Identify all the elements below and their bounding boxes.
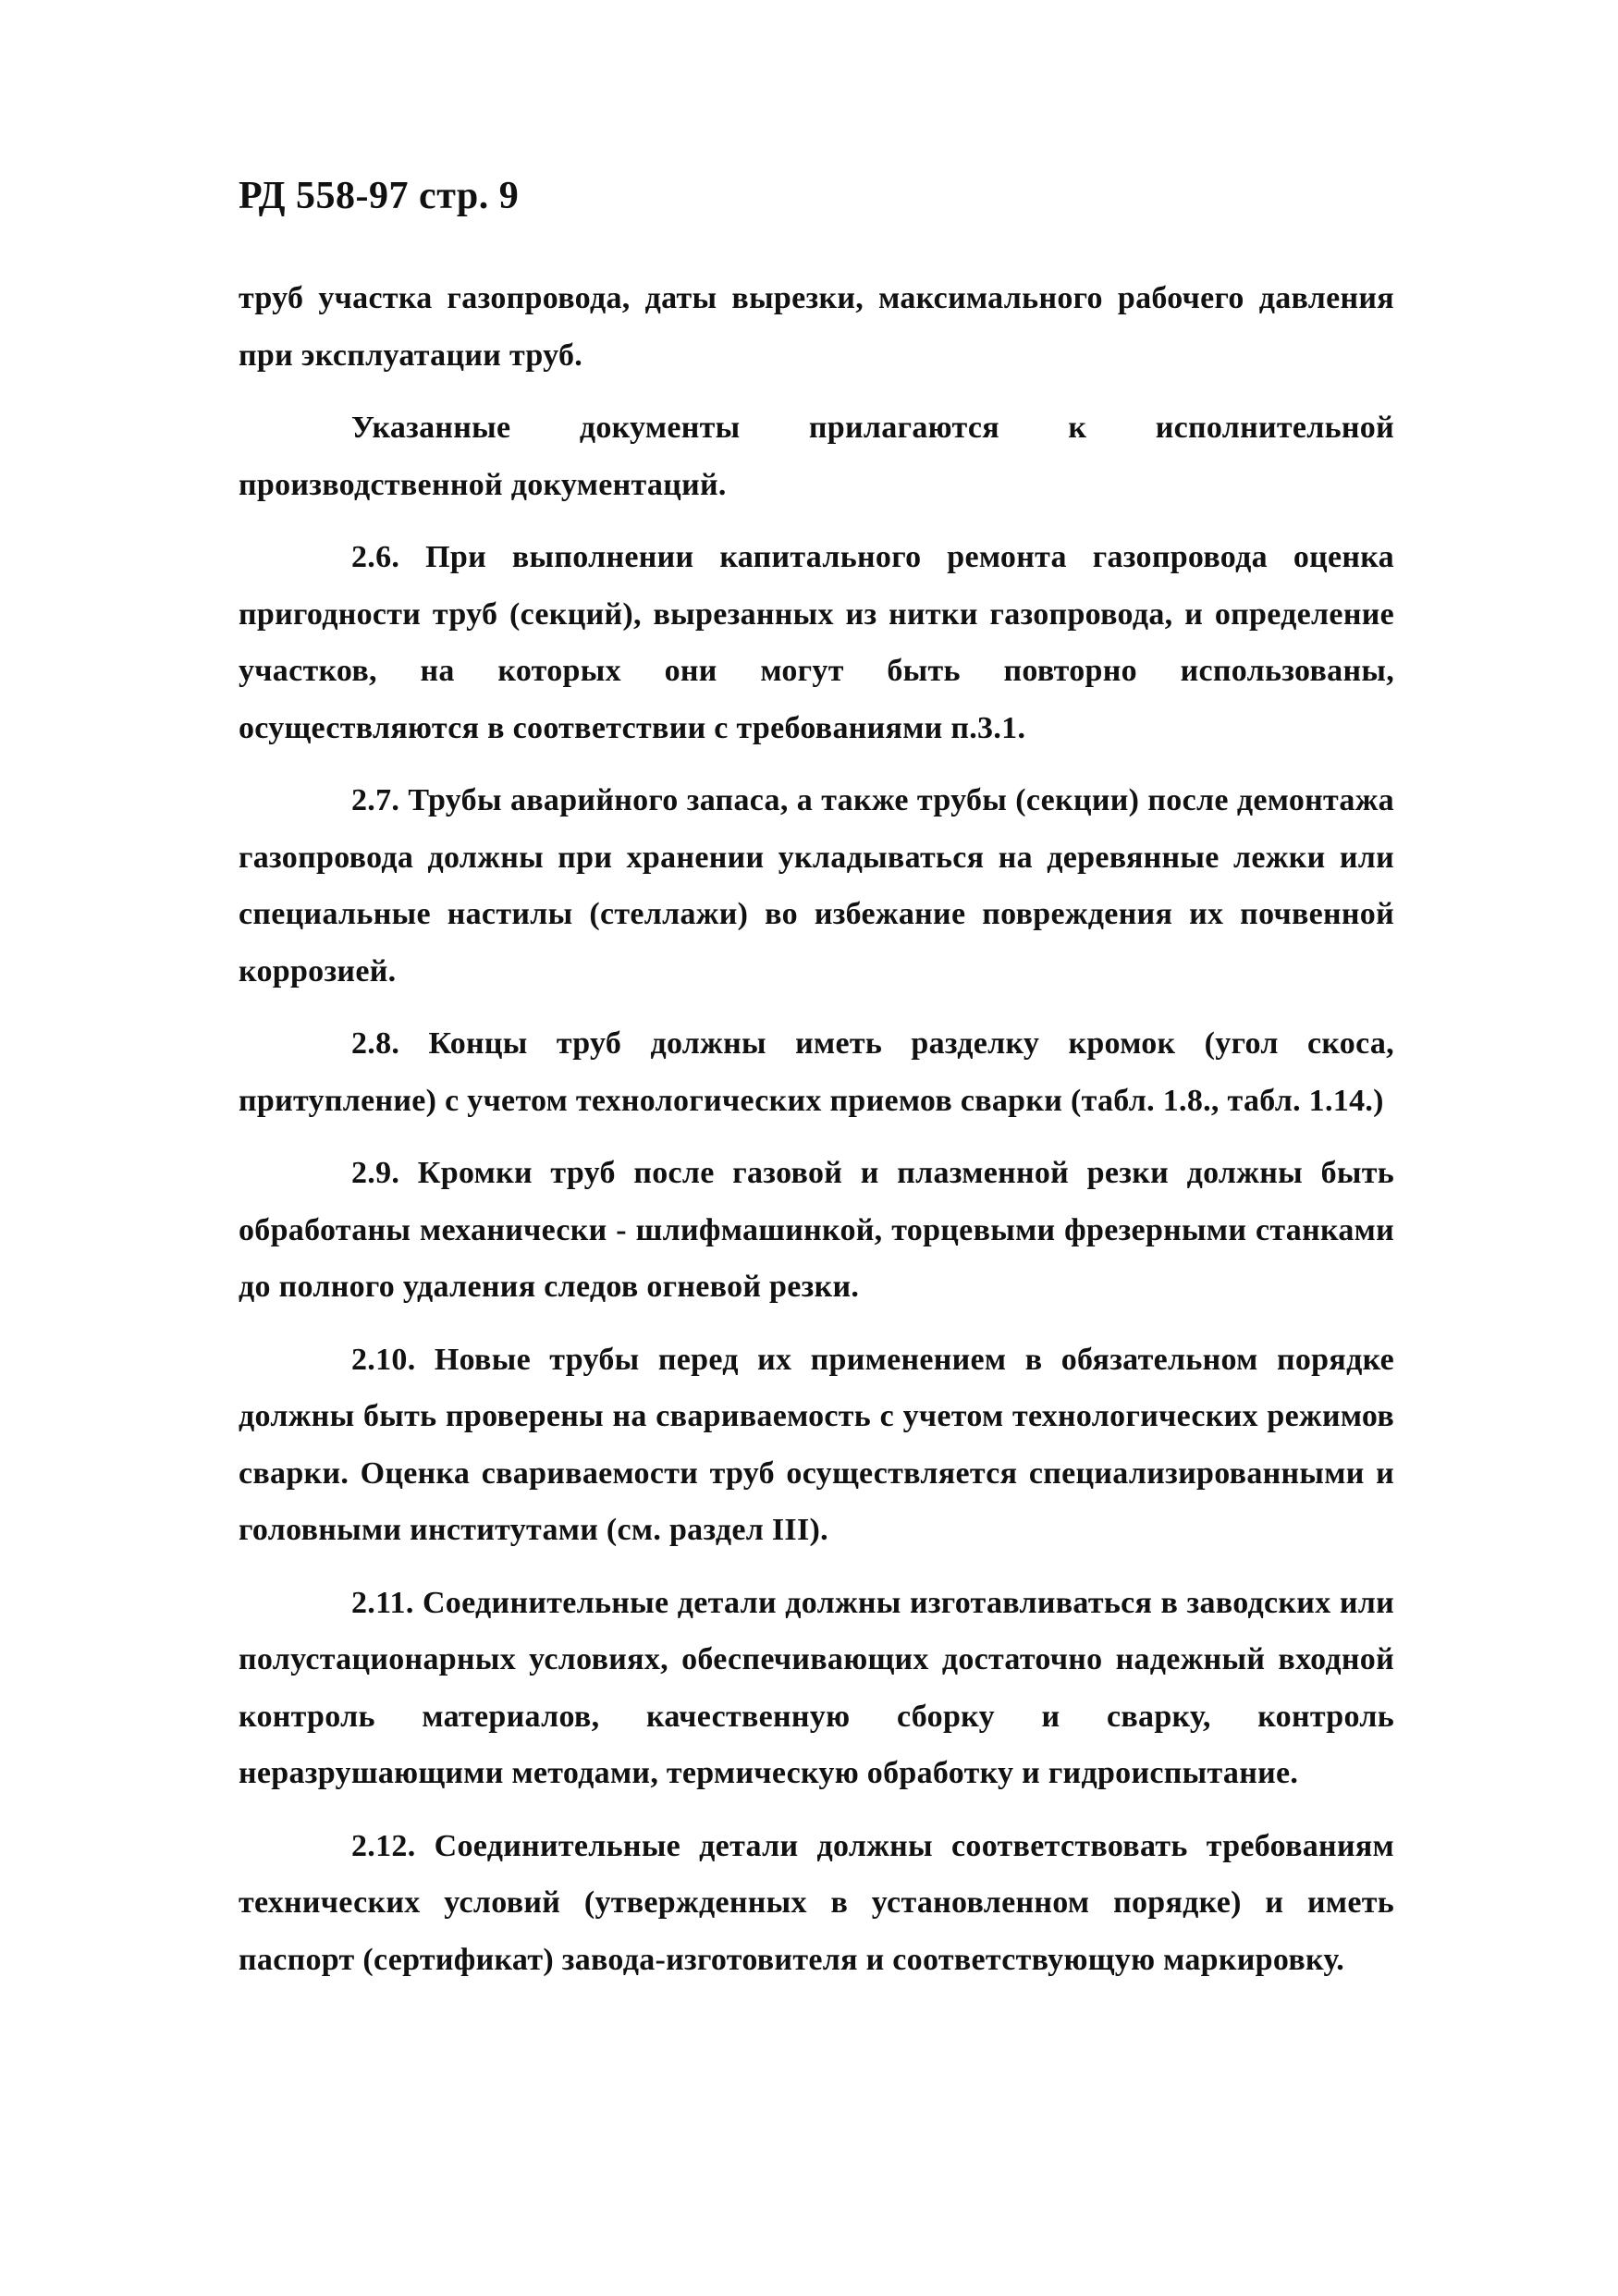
paragraph-number: 2.7. <box>351 783 400 817</box>
paragraph-2-9 <box>239 1145 1394 1316</box>
paragraph-number: 2.12. <box>351 1828 416 1863</box>
paragraph-text: Указанные документы прилагаются к исполнительной производственной документаций. <box>239 411 1394 502</box>
paragraph-number: 2.9. <box>351 1156 400 1190</box>
paragraph-2-10 <box>239 1332 1394 1559</box>
paragraph-continuation <box>239 270 1394 384</box>
paragraph-2-11 <box>239 1575 1394 1802</box>
paragraph-documents-note <box>239 399 1394 513</box>
paragraph-text: Соединительные детали должны изготавливаться в заводских или полустационарных условиях, обеспечивающих достаточно надежный входной контроль материалов, качественную сборку и сварку, контроль неразрушающими методами, термическую обработку и гидроиспытание. <box>239 1585 1394 1790</box>
paragraph-2-12 <box>239 1818 1394 1989</box>
paragraph-text: Новые трубы перед их применением в обязательном порядке должны быть проверены на свариваемость с учетом технологических режимов сварки. Оценка свариваемости труб осуществляется специализированными и головными институтами (см. раздел III). <box>239 1342 1394 1547</box>
paragraph-text: При выполнении капитального ремонта газопровода оценка пригодности труб (секций), вырезанных из нитки газопровода, и определение участков, на которых они могут быть повторно использованы, осуществляются в соответствии с требованиями п.3.1. <box>239 540 1394 745</box>
paragraph-number: 2.8. <box>351 1026 400 1061</box>
document-body <box>239 270 1394 2004</box>
paragraph-2-7 <box>239 772 1394 1000</box>
paragraph-2-8 <box>239 1015 1394 1129</box>
paragraph-number: 2.11. <box>351 1585 414 1620</box>
paragraph-number: 2.10. <box>351 1342 416 1377</box>
paragraph-text: Кромки труб после газовой и плазменной резки должны быть обработаны механически - шлифмашинкой, торцевыми фрезерными станками до полного удаления следов огневой резки. <box>239 1156 1394 1304</box>
paragraph-text: труб участка газопровода, даты вырезки, максимального рабочего давления при эксплуатации труб. <box>239 281 1394 373</box>
paragraph-2-6 <box>239 529 1394 756</box>
paragraph-text: Соединительные детали должны соответствовать требованиям технических условий (утвержденных в установленном порядке) и иметь паспорт (сертификат) завода-изготовителя и соответствующую маркировку. <box>239 1828 1394 1977</box>
paragraph-number: 2.6. <box>351 540 400 574</box>
page-header: РД 558-97 стр. 9 <box>239 175 520 217</box>
paragraph-text: Концы труб должны иметь разделку кромок (угол скоса, притупление) с учетом технологических приемов сварки (табл. 1.8., табл. 1.14.) <box>239 1026 1394 1118</box>
paragraph-text: Трубы аварийного запаса, а также трубы (секции) после демонтажа газопровода должны при хранении укладываться на деревянные лежки или специальные настилы (стеллажи) во избежание повреждения их почвенной коррозией. <box>239 783 1394 988</box>
